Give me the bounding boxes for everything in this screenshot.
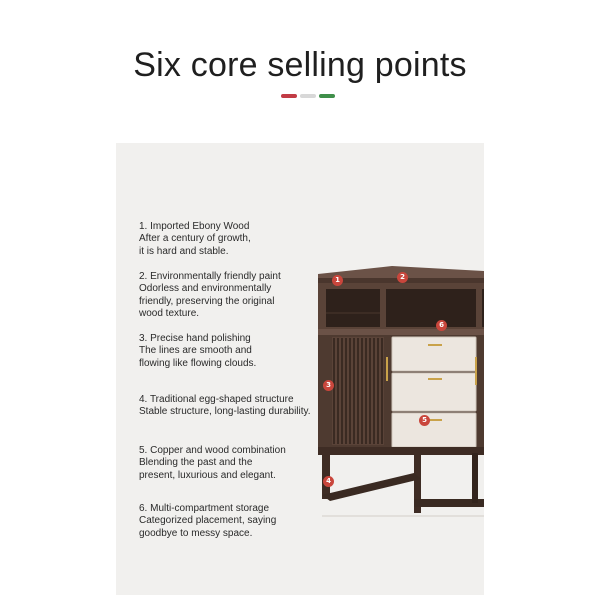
point-5-title: 5. Copper and wood combination	[139, 445, 286, 456]
door-flute	[341, 338, 343, 444]
door-flute	[369, 338, 371, 444]
point-3-line: flowing like flowing clouds.	[139, 357, 257, 369]
point-2-line: wood texture.	[139, 308, 200, 320]
door-flute	[365, 338, 367, 444]
door-handle	[386, 357, 388, 381]
point-6	[139, 503, 339, 540]
door-flute	[361, 338, 363, 444]
marker-4: 4	[323, 476, 334, 487]
marker-6: 6	[436, 320, 447, 331]
point-3	[139, 333, 339, 370]
compartment-right	[482, 289, 484, 327]
point-4	[139, 394, 339, 419]
door-flute	[353, 338, 355, 444]
dash-red	[281, 94, 297, 98]
cabinet-plinth	[318, 447, 484, 455]
floor-shadow	[322, 515, 484, 517]
point-5	[139, 445, 339, 482]
point-5-line: Blending the past and the	[139, 457, 253, 469]
point-4-line: Stable structure, long-lasting durability.	[139, 406, 311, 418]
point-2	[139, 271, 339, 321]
door-flute	[381, 338, 383, 444]
marker-1: 1	[332, 275, 343, 286]
point-3-title: 3. Precise hand polishing	[139, 333, 251, 344]
door-flute	[373, 338, 375, 444]
point-4-title: 4. Traditional egg-shaped structure	[139, 394, 294, 405]
door-flute	[357, 338, 359, 444]
point-5-line: present, luxurious and elegant.	[139, 469, 276, 481]
point-1-title: 1. Imported Ebony Wood	[139, 221, 250, 232]
door-flute	[349, 338, 351, 444]
leg-back	[472, 453, 478, 503]
point-1	[139, 221, 339, 258]
product-panel	[116, 143, 484, 595]
drawer-handle-middle	[428, 378, 442, 380]
page-title: Six core selling points	[133, 46, 467, 84]
marker-3: 3	[323, 380, 334, 391]
dash-gray	[300, 94, 316, 98]
side-handle	[475, 357, 477, 385]
door-flute	[345, 338, 347, 444]
point-2-line: Odorless and environmentally	[139, 283, 272, 295]
marker-5: 5	[419, 415, 430, 426]
drawer-bottom	[392, 413, 476, 447]
door-flute	[377, 338, 379, 444]
point-3-line: The lines are smooth and	[139, 345, 252, 357]
dash-green	[319, 94, 335, 98]
drawer-handle-bottom	[428, 419, 442, 421]
point-6-line: Categorized placement, saying	[139, 515, 277, 527]
cabinet-divider	[318, 329, 484, 335]
compartment-middle	[386, 289, 476, 327]
marker-2: 2	[397, 272, 408, 283]
point-6-title: 6. Multi-compartment storage	[139, 503, 270, 514]
point-6-line: goodbye to messy space.	[139, 527, 253, 539]
point-2-title: 2. Environmentally friendly paint	[139, 271, 281, 282]
drawer-handle-top	[428, 344, 442, 346]
point-1-line: it is hard and stable.	[139, 245, 229, 257]
drawer-top	[392, 337, 476, 371]
point-1-line: After a century of growth,	[139, 233, 251, 245]
point-2-line: friendly, preserving the original	[139, 295, 275, 307]
